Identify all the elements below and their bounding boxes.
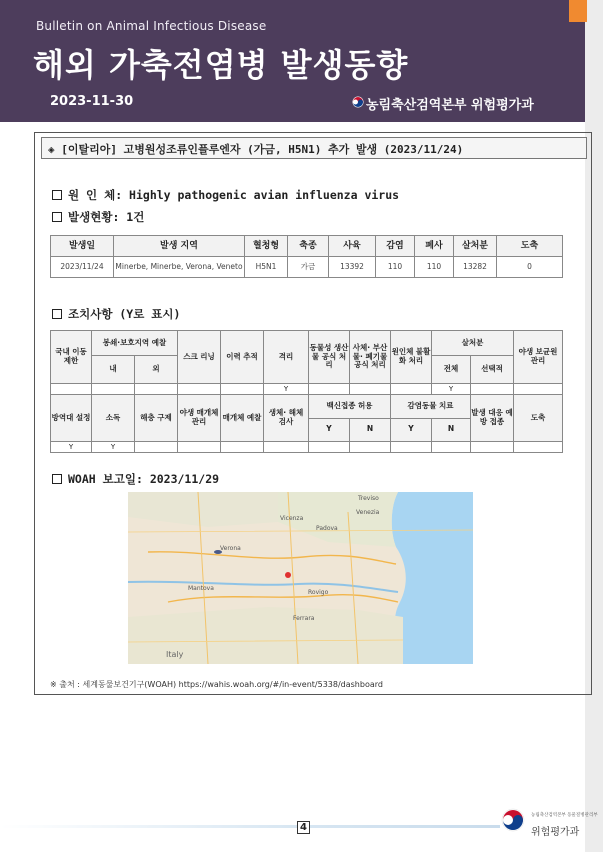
map-label: Mantova bbox=[188, 585, 214, 592]
table-cell bbox=[178, 442, 221, 453]
col-header: 생체· 해체 검사 bbox=[264, 395, 309, 442]
table-cell bbox=[391, 384, 432, 395]
col-header: 선택적 bbox=[471, 356, 514, 384]
table-cell bbox=[309, 442, 350, 453]
measures-label: 조치사항 (Y로 표시) bbox=[68, 307, 181, 321]
map-label: Padova bbox=[316, 525, 338, 532]
woah-date: 2023/11/29 bbox=[149, 472, 220, 486]
table-row bbox=[51, 384, 563, 395]
map-label: Vicenza bbox=[280, 515, 304, 522]
map-label: Treviso bbox=[358, 495, 379, 502]
col-header: 봉쇄·보호지역 예찰 bbox=[92, 331, 178, 356]
col-header: 국내 이동 제한 bbox=[51, 331, 92, 384]
col-header: 축종 bbox=[288, 236, 329, 257]
table-row bbox=[51, 442, 563, 453]
col-header: 내 bbox=[92, 356, 135, 384]
footer-bar bbox=[0, 825, 500, 828]
table-cell: Minerbe, Minerbe, Verona, Veneto bbox=[114, 257, 245, 278]
table-cell: 110 bbox=[376, 257, 415, 278]
map-label: Rovigo bbox=[308, 589, 329, 596]
outbreak-map bbox=[128, 492, 473, 664]
col-header: 살처분 bbox=[432, 331, 514, 356]
org-name: 농림축산검역본부 위험평가과 bbox=[366, 98, 534, 113]
table-cell: Y bbox=[264, 384, 309, 395]
measures-table bbox=[50, 330, 563, 453]
cause-label: 원 인 체 bbox=[68, 188, 116, 202]
section-title-text: ◈ [이탈리아] 고병원성조류인플루엔자 (가금, H5N1) 추가 발생 (2023/11/24) bbox=[48, 143, 464, 156]
col-header: 도축 bbox=[497, 236, 563, 257]
col-header: 매개체 예찰 bbox=[221, 395, 264, 442]
col-header: 이력 추적 bbox=[221, 331, 264, 384]
table-cell: Y bbox=[432, 384, 471, 395]
table-cell bbox=[514, 442, 563, 453]
footer-org: 위험평가과 bbox=[531, 827, 580, 838]
cause-value: Highly pathogenic avian influenza virus bbox=[129, 188, 400, 202]
accent-tab bbox=[569, 0, 587, 22]
status-label: 발생현황 bbox=[68, 210, 113, 224]
table-cell: 0 bbox=[497, 257, 563, 278]
checkbox-icon bbox=[52, 212, 62, 222]
status-value: 1건 bbox=[126, 210, 145, 224]
status-line: 발생현황: 1건 bbox=[52, 209, 144, 225]
col-header: 해충 구제 bbox=[135, 395, 178, 442]
table-cell bbox=[135, 442, 178, 453]
source-note: ※ 출처 : 세계동물보건기구(WOAH) https://wahis.woah.org/#/in-event/5338/dashboard bbox=[50, 680, 383, 689]
col-header: 도축 bbox=[514, 395, 563, 442]
map-label: Venezia bbox=[356, 509, 380, 516]
table-cell bbox=[92, 384, 135, 395]
page-number: 4 bbox=[297, 821, 310, 834]
woah-line: WOAH 보고일: 2023/11/29 bbox=[52, 471, 219, 487]
table-cell bbox=[309, 384, 350, 395]
col-header: 방역대 설정 bbox=[51, 395, 92, 442]
col-header: N bbox=[432, 418, 471, 442]
cause-line: 원 인 체: Highly pathogenic avian influenza virus bbox=[52, 187, 399, 203]
table-cell bbox=[178, 384, 221, 395]
col-header: 발생 대응 예방 접종 bbox=[471, 395, 514, 442]
col-header: 혈청형 bbox=[245, 236, 288, 257]
section-title bbox=[41, 137, 587, 159]
col-header: N bbox=[350, 418, 391, 442]
footer-org-small: 농림축산검역본부 동물질병관리부 bbox=[531, 813, 598, 818]
table-cell bbox=[471, 384, 514, 395]
checkbox-icon bbox=[52, 474, 62, 484]
outbreak-table bbox=[50, 235, 563, 278]
col-header: 야생 매개체 관리 bbox=[178, 395, 221, 442]
col-header: 격리 bbox=[264, 331, 309, 384]
col-header: 사체· 부산물· 폐기물 공식 처리 bbox=[350, 331, 391, 384]
col-header: 스크 리닝 bbox=[178, 331, 221, 384]
table-cell: H5N1 bbox=[245, 257, 288, 278]
table-cell bbox=[221, 384, 264, 395]
bulletin-title: 해외 가축전염병 발생동향 bbox=[33, 46, 409, 84]
page-header bbox=[0, 0, 585, 122]
table-cell bbox=[350, 442, 391, 453]
col-header: 발생 지역 bbox=[114, 236, 245, 257]
bulletin-date: 2023-11-30 bbox=[50, 94, 134, 109]
measures-line bbox=[52, 306, 180, 322]
col-header: 사육 bbox=[329, 236, 376, 257]
table-cell: 2023/11/24 bbox=[51, 257, 114, 278]
table-cell: Y bbox=[51, 442, 92, 453]
col-header: 백신접종 허용 bbox=[309, 395, 391, 419]
col-header: 야생 보균원 관리 bbox=[514, 331, 563, 384]
table-cell bbox=[264, 442, 309, 453]
map-label: Verona bbox=[220, 545, 241, 552]
table-cell bbox=[514, 384, 563, 395]
col-header: Y bbox=[309, 418, 350, 442]
taegeuk-logo-icon bbox=[501, 808, 525, 832]
taegeuk-logo-icon bbox=[352, 96, 364, 108]
col-header: 동물성 생산물 공식 처리 bbox=[309, 331, 350, 384]
table-cell bbox=[471, 442, 514, 453]
table-cell: 13282 bbox=[454, 257, 497, 278]
col-header: 외 bbox=[135, 356, 178, 384]
col-header: 전체 bbox=[432, 356, 471, 384]
table-cell: 110 bbox=[415, 257, 454, 278]
col-header: 폐사 bbox=[415, 236, 454, 257]
woah-label: WOAH 보고일 bbox=[68, 472, 136, 486]
col-header: 원인체 불활화 처리 bbox=[391, 331, 432, 384]
checkbox-icon bbox=[52, 309, 62, 319]
col-header: Y bbox=[391, 418, 432, 442]
table-cell: Y bbox=[92, 442, 135, 453]
checkbox-icon bbox=[52, 190, 62, 200]
table-cell bbox=[135, 384, 178, 395]
map-label: Italy bbox=[166, 650, 184, 659]
table-cell: 가금 bbox=[288, 257, 329, 278]
table-cell bbox=[391, 442, 432, 453]
table-row bbox=[51, 257, 563, 278]
map-label: Ferrara bbox=[293, 615, 315, 622]
col-header: 살처분 bbox=[454, 236, 497, 257]
col-header: 감염 bbox=[376, 236, 415, 257]
bulletin-subtitle: Bulletin on Animal Infectious Disease bbox=[36, 19, 267, 33]
table-cell: 13392 bbox=[329, 257, 376, 278]
table-cell bbox=[350, 384, 391, 395]
col-header: 감염동물 치료 bbox=[391, 395, 471, 419]
table-cell bbox=[221, 442, 264, 453]
table-cell bbox=[51, 384, 92, 395]
col-header: 발생일 bbox=[51, 236, 114, 257]
table-cell bbox=[432, 442, 471, 453]
col-header: 소독 bbox=[92, 395, 135, 442]
